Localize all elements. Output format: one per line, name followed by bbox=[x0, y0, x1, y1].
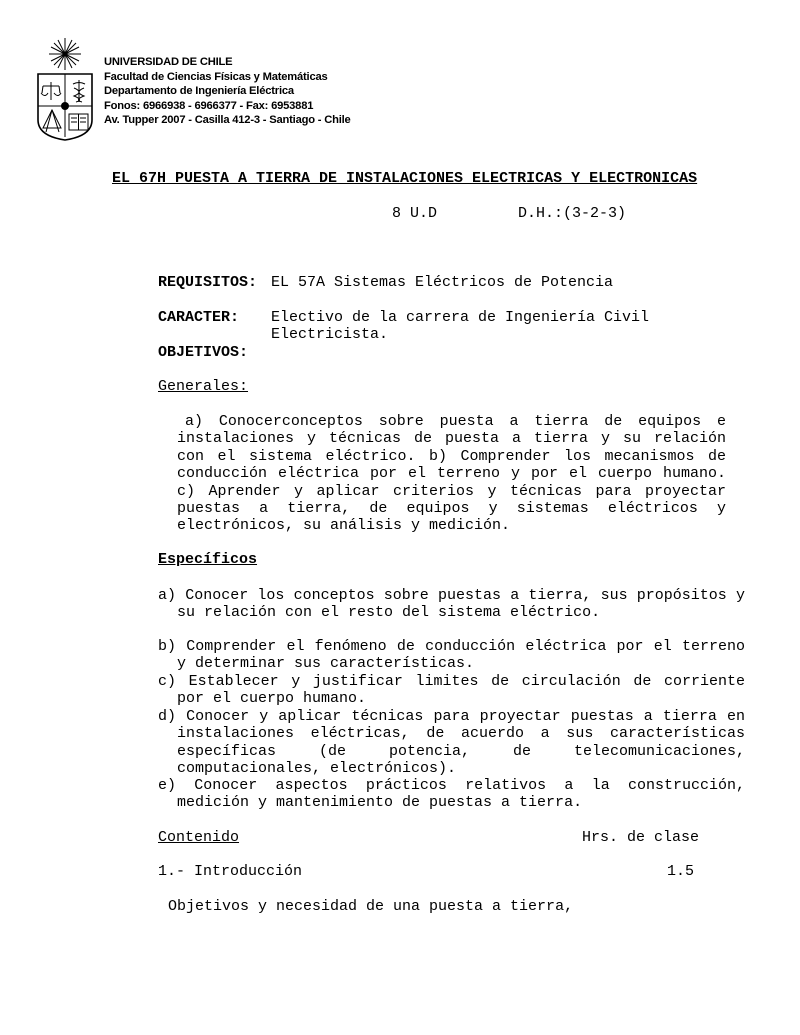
caracter-line-1: Electivo de la carrera de Ingeniería Civil bbox=[271, 309, 650, 326]
requisitos-row bbox=[158, 274, 257, 291]
star-icon bbox=[49, 38, 81, 70]
course-title: EL 67H PUESTA A TIERRA DE INSTALACIONES ELECTRICAS Y ELECTRONICAS bbox=[112, 170, 698, 187]
especifico-item-a: a) Conocer los conceptos sobre puestas a tierra, sus propósitos y su relación con el resto del sistema eléctrico. bbox=[158, 587, 745, 622]
address: Av. Tupper 2007 - Casilla 412-3 - Santiago - Chile bbox=[104, 114, 351, 127]
especifico-item-c: c) Establecer y justificar limites de circulación de corriente por el cuerpo humano. bbox=[158, 673, 745, 708]
caracter-label: CARACTER: bbox=[158, 309, 240, 326]
especifico-item-d: d) Conocer y aplicar técnicas para proyectar puestas a tierra en instalaciones eléctricas, de acuerdo a sus características específicas (de potencia, de telecomunicaciones, computacionales, electrónicos). bbox=[158, 708, 745, 778]
faculty-name: Facultad de Ciencias Físicas y Matemáticas bbox=[104, 70, 328, 83]
department-name: Departamento de Ingeniería Eléctrica bbox=[104, 85, 294, 98]
caduceus-icon bbox=[73, 80, 85, 102]
objetivos-label: OBJETIVOS: bbox=[158, 344, 249, 361]
institution-header bbox=[104, 55, 351, 128]
caracter-line-2: Electricista. bbox=[271, 326, 389, 343]
book-icon bbox=[69, 114, 88, 130]
university-name: UNIVERSIDAD DE CHILE bbox=[104, 56, 233, 68]
especificos-heading: Específicos bbox=[158, 551, 258, 568]
phone-fax: Fonos: 6966938 - 6966377 - Fax: 6953881 bbox=[104, 99, 314, 112]
compass-icon bbox=[43, 110, 61, 132]
contenido-heading: Contenido bbox=[158, 829, 240, 846]
especifico-item-e: e) Conocer aspectos prácticos relativos a la construcción, medición y mantenimiento de puestas a tierra. bbox=[158, 777, 745, 812]
generales-paragraph: a) Conocerconceptos sobre puesta a tierra de equipos e instalaciones y técnicas de puesta a tierra y su relación con el sistema eléctrico. b) Comprender los mecanismos de conducción eléctrica por el terreno y por el cuerpo humano. c) Aprender y aplicar criterios y técnicas para proyectar puestas a tierra, de equipos y sistemas eléctricos y electrónicos, su análisis y medición. bbox=[177, 413, 726, 535]
course-units: 8 U.D bbox=[392, 205, 438, 222]
scales-icon bbox=[41, 82, 61, 100]
especifico-item-b: b) Comprender el fenómeno de conducción eléctrica por el terreno y determinar sus características. bbox=[158, 638, 745, 673]
course-hours: D.H.:(3-2-3) bbox=[518, 205, 627, 222]
requisitos-value: EL 57A Sistemas Eléctricos de Potencia bbox=[271, 274, 614, 291]
section-1-title: 1.- Introducción bbox=[158, 863, 303, 880]
university-crest-logo bbox=[34, 36, 96, 142]
section-1-description: Objetivos y necesidad de una puesta a tierra, bbox=[168, 898, 574, 915]
generales-heading: Generales: bbox=[158, 378, 249, 395]
section-1-hours: 1.5 bbox=[667, 863, 695, 880]
course-credits bbox=[392, 205, 626, 222]
hours-column-heading: Hrs. de clase bbox=[582, 829, 700, 846]
requisitos-label: REQUISITOS: bbox=[158, 274, 258, 291]
